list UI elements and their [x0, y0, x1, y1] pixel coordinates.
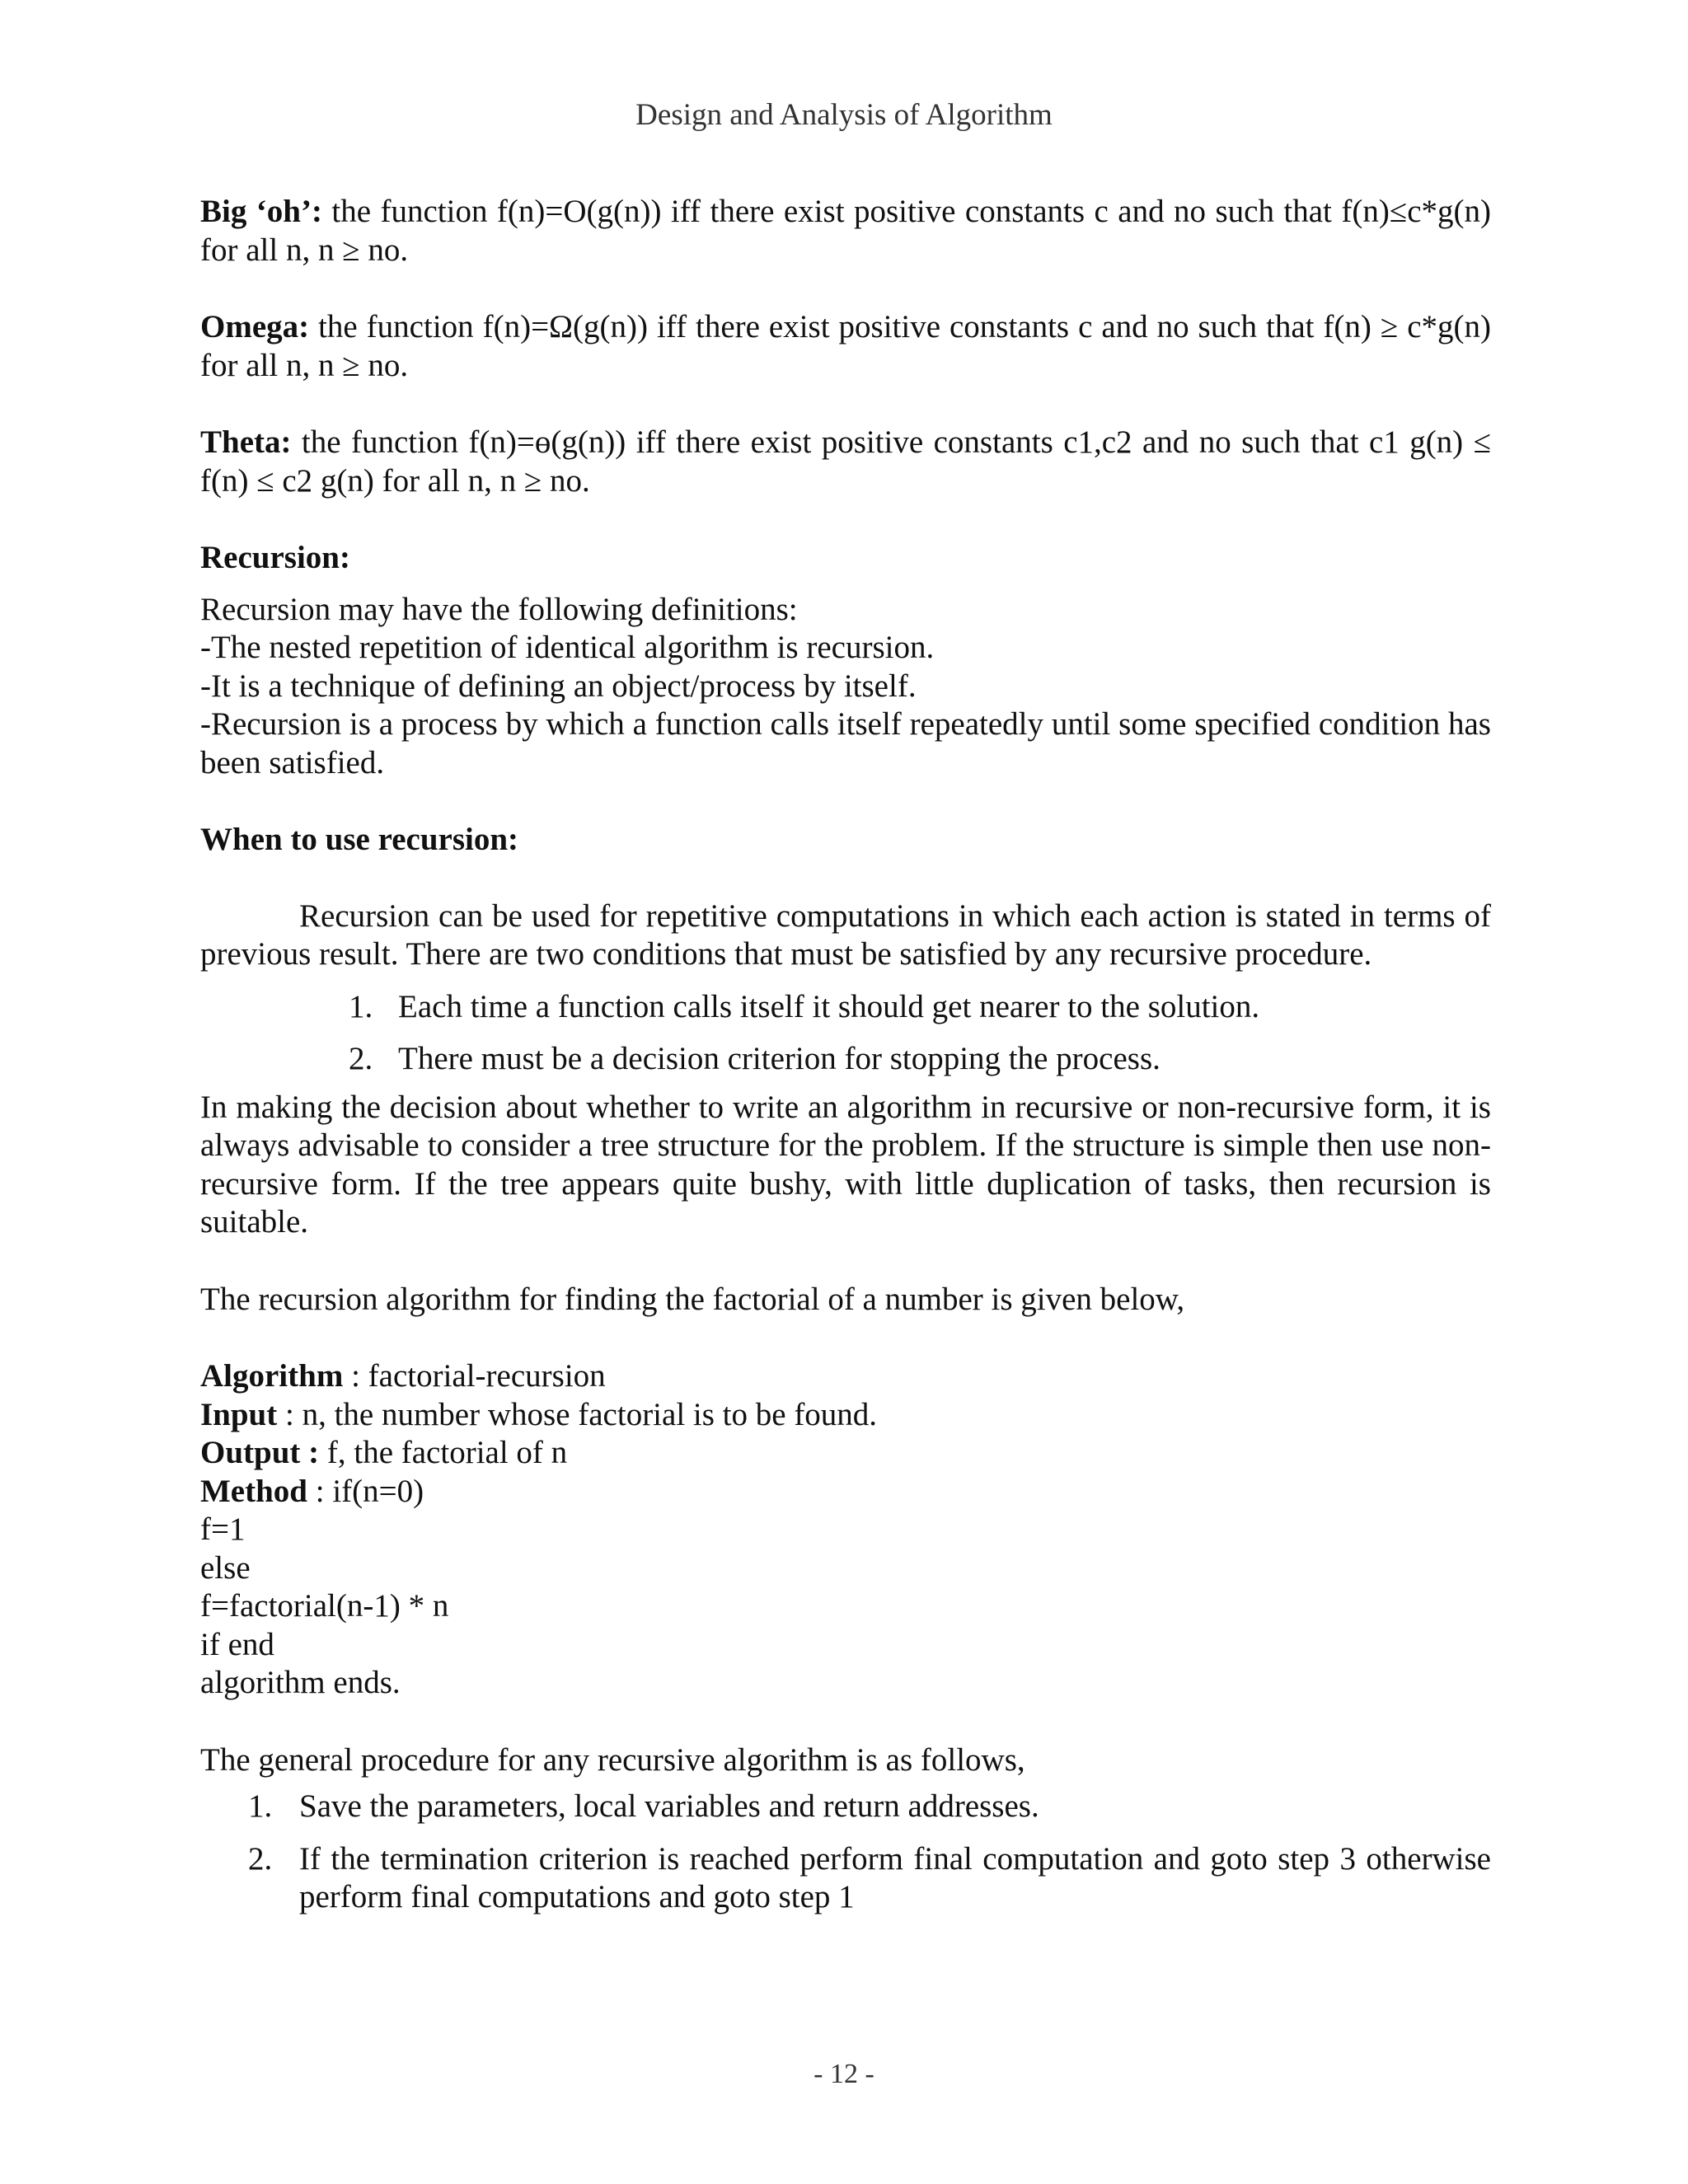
theta-text: the function f(n)=ɵ(g(n)) iff there exist positive constants c1,c2 and no such that c1 g(n) ≤ f(n) ≤ c2 g(n) for all n, n ≥ no.: [200, 424, 1491, 499]
code-line: else: [200, 1549, 251, 1586]
page-body: [200, 193, 1491, 1917]
running-header: Design and Analysis of Algorithm: [635, 98, 1053, 132]
omega-text: the function f(n)=Ω(g(n)) iff there exist positive constants c and no such that f(n) ≥ c*g(n) for all n, n ≥ no.: [200, 309, 1491, 383]
list-item: [200, 988, 1491, 1027]
bigoh-definition: [200, 193, 1491, 269]
decision-paragraph: In making the decision about whether to write an algorithm in recursive or non-recursive form, it is always advisable to consider a tree structure for the problem. If the structure is simple then use non-recursive form. If the tree appears quite bushy, with little duplication of tasks, then recursion is suitable.: [200, 1089, 1491, 1240]
input-value: : n, the number whose factorial is to be found.: [277, 1396, 878, 1432]
omega-term: Omega:: [200, 309, 310, 344]
list-item: [200, 1840, 1491, 1917]
recursion-def-2: -It is a technique of defining an object/process by itself.: [200, 668, 917, 704]
output-line: [200, 1434, 1491, 1473]
output-label: Output :: [200, 1435, 320, 1470]
list-number: 2.: [248, 1840, 273, 1877]
list-text: If the termination criterion is reached perform final computation and goto step 3 otherwise perform final computations and goto step 1: [299, 1840, 1491, 1915]
code-line: if end: [200, 1626, 274, 1662]
bigoh-text: the function f(n)=O(g(n)) iff there exist positive constants c and no such that f(n)≤c*g(n) for all n, n ≥ no.: [200, 194, 1491, 268]
input-label: Input: [200, 1396, 278, 1432]
recursion-intro: Recursion may have the following definitions:: [200, 591, 798, 627]
input-line: [200, 1396, 1491, 1435]
list-text: There must be a decision criterion for stopping the process.: [398, 1041, 1160, 1076]
recursion-def-1: -The nested repetition of identical algorithm is recursion.: [200, 630, 935, 665]
page-number: - 12 -: [814, 2059, 874, 2089]
theta-term: Theta:: [200, 424, 292, 460]
code-line: algorithm ends.: [200, 1665, 401, 1700]
conditions-list: [200, 988, 1491, 1079]
code-line: f=factorial(n-1) * n: [200, 1588, 449, 1624]
recursion-def-3: -Recursion is a process by which a function calls itself repeatedly until some specified condition has been satisfied.: [200, 706, 1491, 780]
theta-definition: [200, 424, 1491, 500]
list-number: 1.: [349, 988, 373, 1024]
when-paragraph: Recursion can be used for repetitive computations in which each action is stated in terms of previous result. There are two conditions that must be satisfied by any recursive procedure.: [200, 898, 1491, 972]
bigoh-term: Big ‘oh’:: [200, 194, 322, 229]
list-item: [200, 1040, 1491, 1079]
list-item: [200, 1788, 1491, 1826]
procedure-list: [200, 1788, 1491, 1917]
output-value: f, the factorial of n: [319, 1435, 568, 1470]
recursion-heading: Recursion:: [200, 540, 350, 575]
general-intro: The general procedure for any recursive algorithm is as follows,: [200, 1741, 1025, 1778]
method-value: : if(n=0): [307, 1473, 424, 1509]
list-text: Each time a function calls itself it should get nearer to the solution.: [398, 988, 1260, 1024]
factorial-intro: The recursion algorithm for finding the factorial of a number is given below,: [200, 1281, 1185, 1317]
method-line: [200, 1473, 1491, 1511]
algorithm-line: [200, 1357, 1491, 1396]
algorithm-label: Algorithm: [200, 1358, 344, 1394]
list-number: 2.: [349, 1041, 373, 1076]
list-text: Save the parameters, local variables and return addresses.: [299, 1788, 1039, 1824]
list-number: 1.: [248, 1788, 273, 1824]
omega-definition: [200, 308, 1491, 385]
method-label: Method: [200, 1473, 307, 1509]
when-heading: When to use recursion:: [200, 822, 519, 857]
algorithm-value: : factorial-recursion: [343, 1358, 606, 1394]
code-line: f=1: [200, 1511, 246, 1547]
